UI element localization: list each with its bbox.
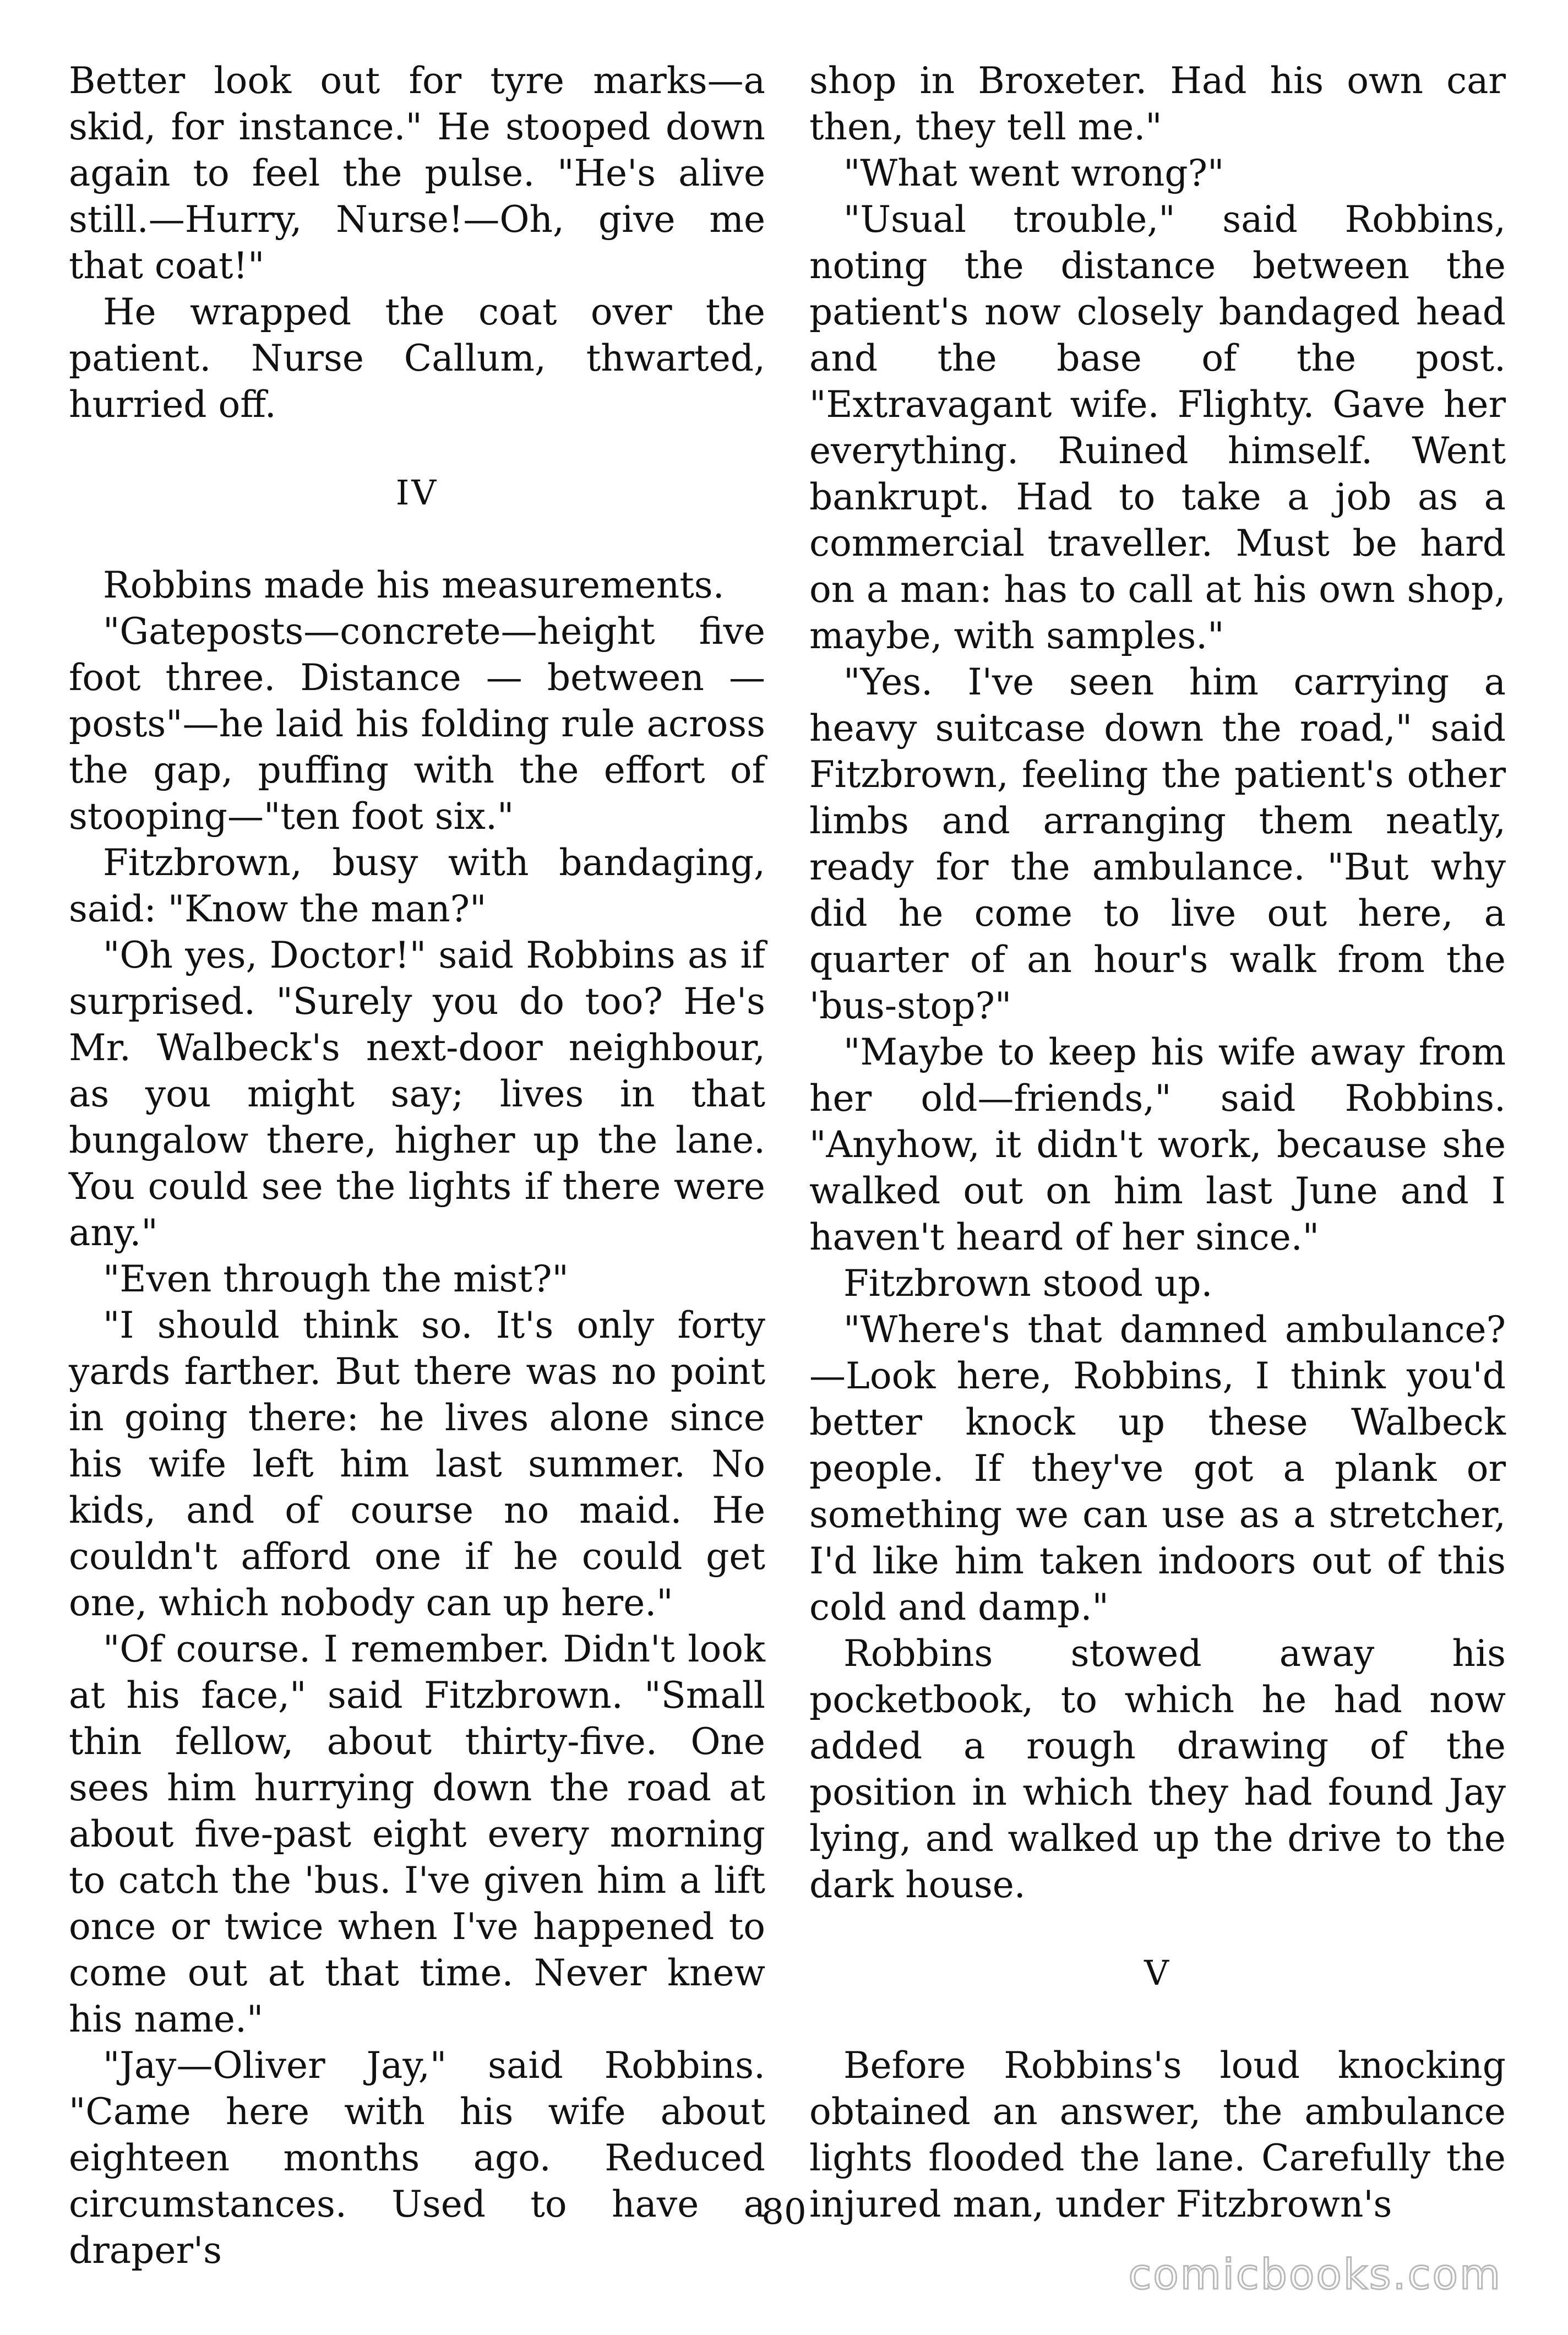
paragraph: "Maybe to keep his wife away from her old—friends," said Robbins. "Anyhow, it didn't work, because she walked out on him last June and I haven't heard of her since." [809,1031,1506,1258]
paragraph: "Gateposts—concrete—height five foot three. Distance — between — posts"—he laid his folding rule across the gap, puffing with the effort of stooping—"ten foot six." [69,610,765,838]
section-heading-v: V [1144,1953,1171,1993]
paragraph: "Yes. I've seen him carrying a heavy suitcase down the road," said Fitzbrown, feeling the patient's other limbs and arranging them neatly, ready for the ambulance. "But why did he come to live out here, a quarter of an hour's walk from the 'bus-stop?" [809,661,1506,1027]
paragraph: Better look out for tyre marks—a skid, for instance." He stooped down again to feel the pulse. "He's alive still.—Hurry, Nurse!—Oh, give me that coat!" [69,59,765,287]
paragraph: "What went wrong?" [843,152,1224,194]
paragraph: "I should think so. It's only forty yards farther. But there was no point in going there: he lives alone since his wife left him last summer. No kids, and of course no maid. He couldn't afford one if he could get one, which nobody can up here." [69,1304,765,1624]
paragraph: Fitzbrown stood up. [843,1262,1213,1305]
paragraph: shop in Broxeter. Had his own car then, they tell me." [809,59,1506,148]
right-column [809,58,1506,2228]
paragraph: "Where's that damned ambulance? —Look here, Robbins, I think you'd better knock up these Walbeck people. If they've got a plank or something we can use as a stretcher, I'd like him taken indoors out of this cold and damp." [809,1308,1506,1628]
paragraph: Before Robbins's loud knocking obtained an answer, the ambulance lights flooded the lane. Carefully the injured man, under Fitzbrown's [809,2044,1506,2225]
section-heading-iv: IV [395,473,439,513]
paragraph: "Usual trouble," said Robbins, noting the distance between the patient's now closely bandaged head and the base of the post. "Extravagant wife. Flighty. Gave her everything. Ruined himself. Went bankrupt. Had to take a job as a commercial traveller. Must be hard on a man: has to call at his own shop, maybe, with samples." [809,198,1506,657]
page-number: 80 [761,2192,807,2233]
paragraph: Fitzbrown, busy with bandaging, said: "Know the man?" [69,841,765,930]
paragraph: "Even through the mist?" [103,1258,569,1300]
paragraph: "Jay—Oliver Jay," said Robbins. "Came here with his wife about eighteen months ago. Reduced circumstances. Used to have a draper's [69,2044,765,2272]
left-column [69,58,765,2274]
watermark-text: comicbooks.com [1128,2250,1502,2299]
paragraph: He wrapped the coat over the patient. Nurse Callum, thwarted, hurried off. [69,291,765,426]
paragraph: Robbins stowed away his pocketbook, to which he had now added a rough drawing of the position in which they had found Jay lying, and walked up the drive to the dark house. [809,1632,1506,1906]
paragraph: "Of course. I remember. Didn't look at his face," said Fitzbrown. "Small thin fellow, about thirty-five. One sees him hurrying down the road at about five-past eight every morning to catch the 'bus. I've given him a lift once or twice when I've happened to come out at that time. Never knew his name." [69,1628,765,2040]
paragraph: "Oh yes, Doctor!" said Robbins as if surprised. "Surely you do too? He's Mr. Walbeck's next-door neighbour, as you might say; lives in that bungalow there, higher up the lane. You could see the lights if there were any." [69,934,765,1254]
paragraph: Robbins made his measurements. [103,564,725,606]
